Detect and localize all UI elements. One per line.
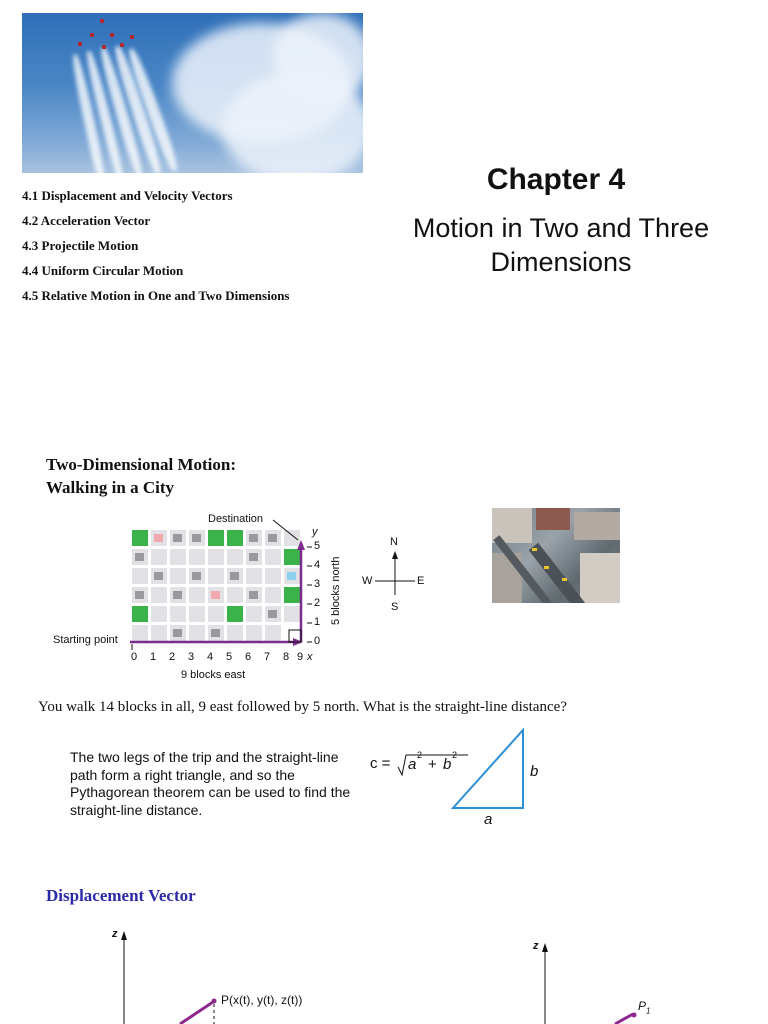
x-axis-label: 9 blocks east [181, 669, 246, 681]
pythagorean-explanation: The two legs of the trip and the straight-line path form a right triangle, and so the Pythagorean theorem can be used to find the straight-line distance. [70, 749, 351, 818]
x-tick: 0 [131, 651, 138, 663]
pythagorean-triangle-figure [368, 725, 540, 828]
walk-path-overlay [50, 508, 360, 686]
section-title-line2: Walking in a City [46, 478, 175, 497]
x-tick: 1 [150, 651, 157, 663]
formula-plus: + [428, 756, 437, 773]
p1-letter: P [638, 999, 647, 1013]
displacement-figures [100, 920, 768, 1024]
point-p1-label [638, 999, 650, 1015]
destination-label: Destination [208, 513, 264, 525]
y-tick: 2 [314, 597, 321, 609]
position-vector-left [180, 1002, 213, 1024]
section-title-walking [46, 453, 236, 499]
toc-item: 4.5 Relative Motion in One and Two Dimensions [22, 288, 290, 303]
formula-b: b [443, 756, 452, 773]
formula-exp-b: 2 [452, 750, 458, 760]
y-tick: 5 [314, 540, 321, 552]
z-label-left: z [112, 928, 118, 940]
toc-item: 4.4 Uniform Circular Motion [22, 263, 184, 278]
header-photo-jets [22, 13, 363, 173]
y-tick: 0 [314, 635, 321, 647]
y-tick: 1 [314, 616, 321, 628]
y-symbol: y [312, 526, 318, 538]
x-tick: 7 [264, 651, 271, 663]
formula-c-equals: c = [370, 755, 391, 772]
right-triangle [453, 730, 523, 808]
compass-west: W [362, 575, 373, 587]
toc-item: 4.2 Acceleration Vector [22, 213, 151, 228]
y-tick: 3 [314, 578, 321, 590]
y-tick: 4 [314, 559, 321, 571]
chapter-subtitle: Motion in Two and Three Dimensions [412, 213, 710, 277]
formula-exp-a: 2 [417, 750, 423, 760]
side-a-label: a [484, 811, 493, 828]
x-tick: 9 [297, 651, 304, 663]
side-b-label: b [530, 763, 539, 780]
x-tick: 3 [188, 651, 195, 663]
y-axis-label: 5 blocks north [330, 556, 342, 625]
z-label-right: z [533, 940, 539, 952]
formula-a: a [408, 756, 417, 773]
x-tick: 2 [169, 651, 176, 663]
position-vector-right [615, 1014, 633, 1024]
section-title-line1: Two-Dimensional Motion: [46, 455, 236, 474]
x-tick: 8 [283, 651, 290, 663]
city-grid-figure [50, 508, 360, 686]
compass-east: E [417, 575, 425, 587]
x-symbol: x [307, 651, 313, 663]
toc-item: 4.3 Projectile Motion [22, 238, 139, 253]
point-p-label: P(x(t), y(t), z(t)) [221, 993, 303, 1007]
chapter-title: Chapter 4 [486, 163, 626, 196]
compass-rose [360, 533, 430, 613]
north-arrowhead [297, 540, 305, 550]
displacement-vector-title: Displacement Vector [46, 886, 196, 905]
aerial-city-photo [492, 508, 620, 603]
table-of-contents [22, 187, 289, 312]
x-tick: 4 [207, 651, 214, 663]
x-tick: 5 [226, 651, 233, 663]
compass-north: N [390, 536, 398, 548]
compass-south: S [391, 601, 399, 613]
walk-question: You walk 14 blocks in all, 9 east followed by 5 north. What is the straight-line distance? [38, 699, 567, 715]
starting-point-label: Starting point [53, 634, 118, 646]
x-tick: 6 [245, 651, 252, 663]
toc-item: 4.1 Displacement and Velocity Vectors [22, 188, 233, 203]
p1-subscript: 1 [646, 1006, 651, 1016]
